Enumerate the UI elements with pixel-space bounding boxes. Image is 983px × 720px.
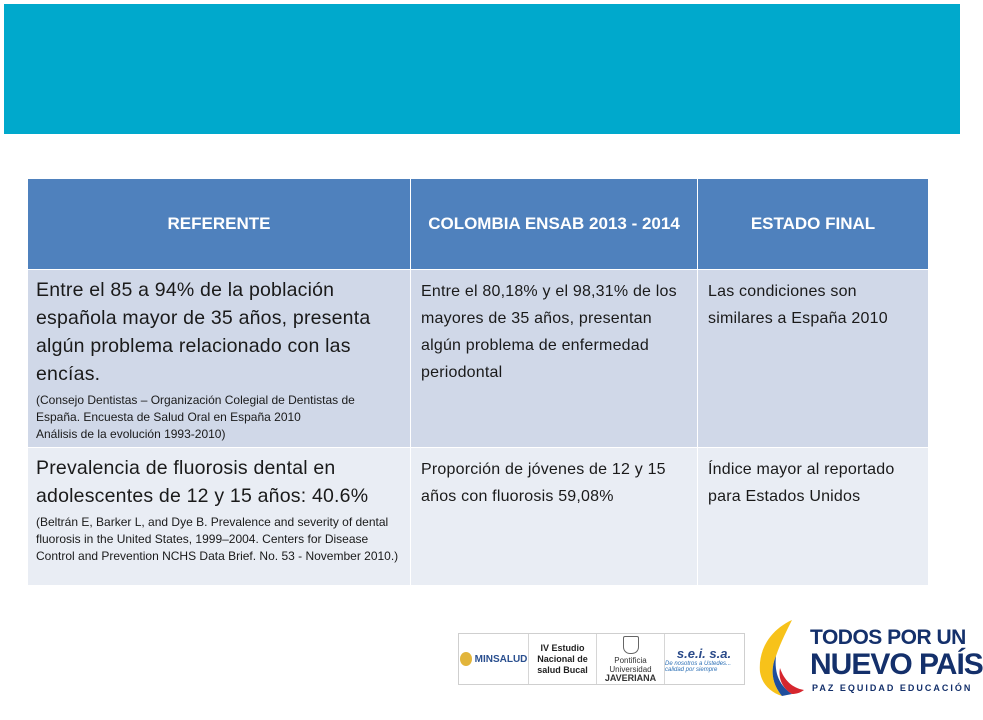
sei-label: s.e.i. s.a. <box>676 645 732 661</box>
cell-colombia: Entre el 80,18% y el 98,31% de los mayores de 35 años, presentan algún problema de enfermedad periodontal <box>411 270 698 448</box>
tpu-line-3: PAZ EQUIDAD EDUCACIÓN <box>812 683 973 693</box>
todos-por-un-nuevo-pais-logo <box>752 616 983 701</box>
citation-line: Análisis de la evolución 1993-2010) <box>36 427 226 441</box>
referente-text: Entre el 85 a 94% de la población española mayor de 35 años, presenta algún problema relacionado con las encías. <box>36 279 371 385</box>
referente-text: Prevalencia de fluorosis dental en adolescentes de 12 y 15 años: 40.6% <box>36 457 369 507</box>
header-colombia: COLOMBIA ENSAB 2013 - 2014 <box>411 179 698 270</box>
colombia-shield-icon <box>460 652 472 666</box>
table-row <box>28 270 929 448</box>
top-banner <box>4 4 960 134</box>
cell-estado: Las condiciones son similares a España 2010 <box>698 270 929 448</box>
tpu-line-2: NUEVO PAÍS <box>810 648 983 681</box>
cell-referente <box>28 270 411 448</box>
table-header-row <box>28 179 929 270</box>
cell-referente <box>28 448 411 586</box>
colombia-flag-swoosh-icon <box>752 618 808 698</box>
minsalud-logo <box>459 634 529 684</box>
header-estado-final: ESTADO FINAL <box>698 179 929 270</box>
minsalud-label: MINSALUD <box>474 653 528 665</box>
citation-line: (Beltrán E, Barker L, and Dye B. Prevalence and severity of dental fluorosis in the United States, 1999–2004. Centers for Disease Control and Prevention NCHS Data Brief. No. 53 - November 2010.) <box>36 515 399 563</box>
sei-tagline: De nosotros a Ustedes... calidad por siempre <box>665 660 732 673</box>
referente-citation <box>36 514 402 565</box>
javeriana-label-2: JAVERIANA <box>604 672 657 683</box>
referente-citation <box>36 392 402 443</box>
estudio-logo <box>529 634 597 684</box>
sponsor-logos-strip <box>458 633 745 685</box>
citation-line: (Consejo Dentistas – Organización Colegial de Dentistas de España. Encuesta de Salud Oral en España 2010 <box>36 393 355 424</box>
tpu-line-1: TODOS POR UN <box>810 626 966 649</box>
cell-colombia: Proporción de jóvenes de 12 y 15 años con fluorosis 59,08% <box>411 448 698 586</box>
estudio-label: IV Estudio Nacional de salud Bucal <box>537 642 588 675</box>
cell-estado: Índice mayor al reportado para Estados Unidos <box>698 448 929 586</box>
javeriana-logo <box>597 634 665 684</box>
header-referente: REFERENTE <box>28 179 411 270</box>
table-row <box>28 448 929 586</box>
javeriana-label-1: Pontificia Universidad <box>609 655 652 674</box>
javeriana-crest-icon <box>623 636 639 654</box>
sei-logo <box>665 634 743 684</box>
comparison-table <box>27 178 929 586</box>
